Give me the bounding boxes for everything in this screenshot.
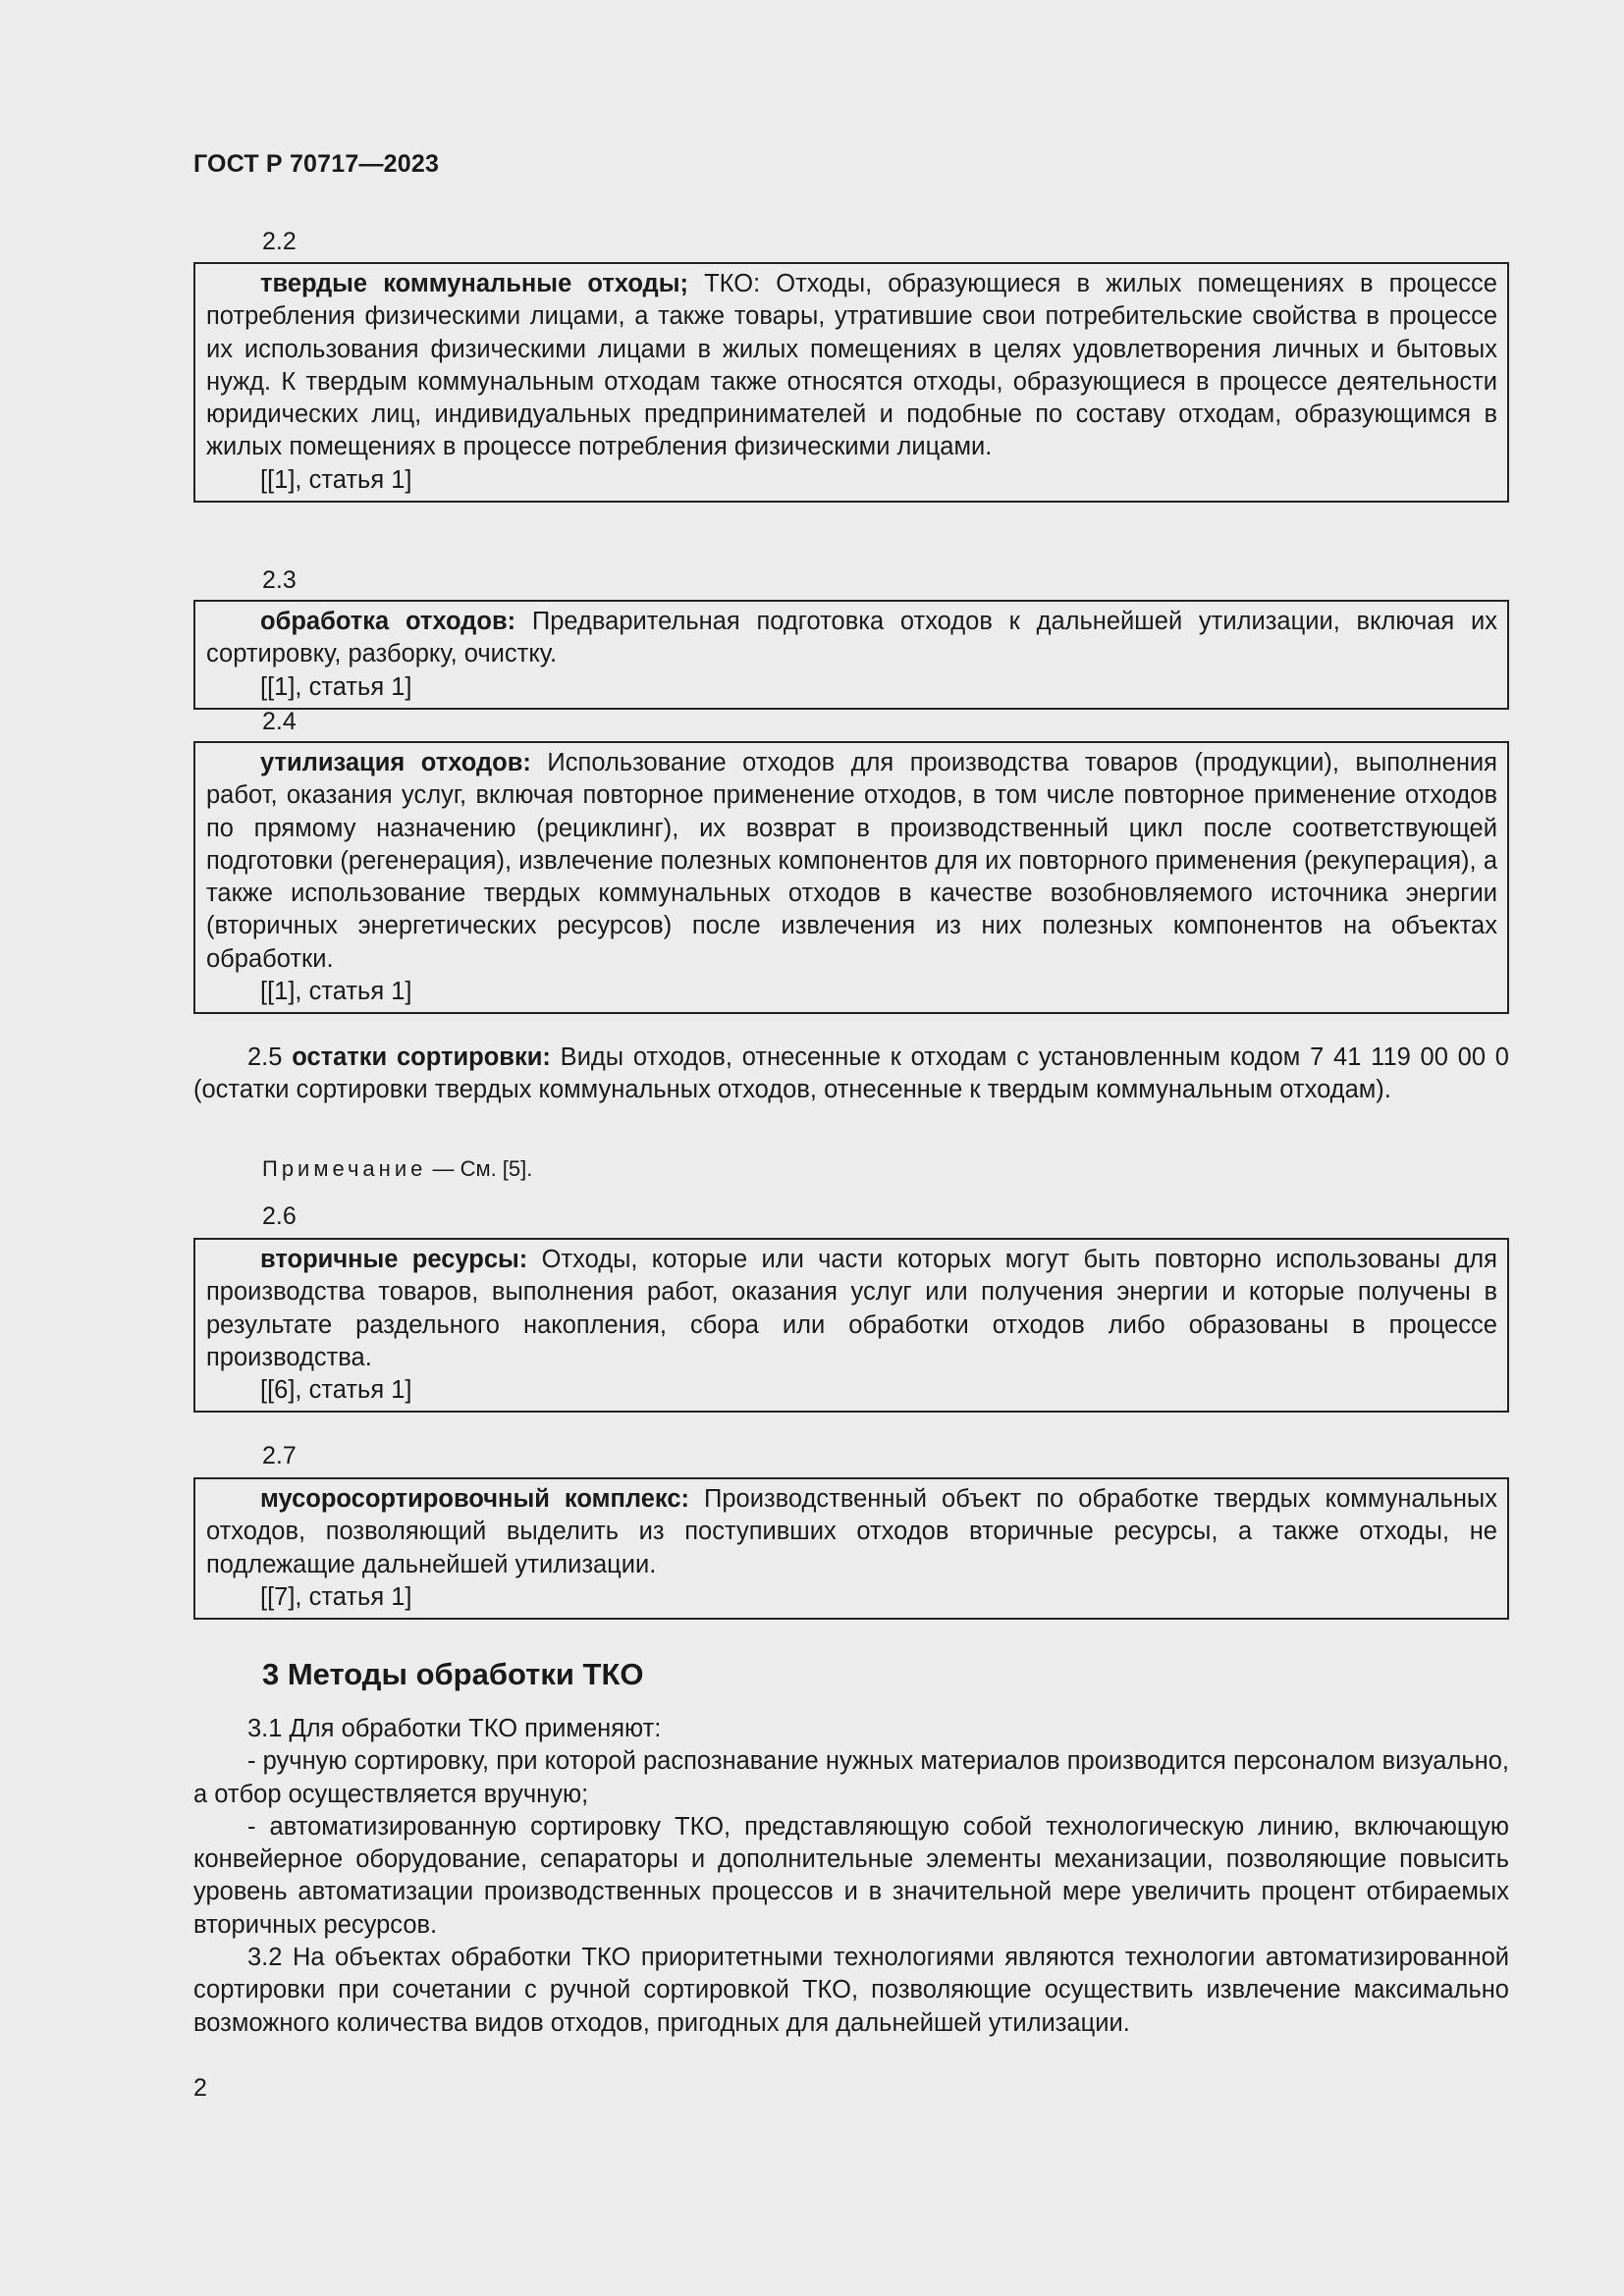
term-title: вторичные ресурсы:: [260, 1246, 528, 1273]
paragraph: - ручную сортировку, при которой распознавание нужных материалов производится персоналом визуально, а отбор осуществляется вручную;: [193, 1747, 1509, 1808]
paragraph: 3.2 На объектах обработки ТКО приоритетными технологиями являются технологии автоматизированной сортировки при сочетании с ручной сортировкой ТКО, позволяющие осуществить извлечение максимально возможного количества видов отходов, пригодных для дальнейшей утилизации.: [193, 1944, 1509, 2037]
term-text: Использование отходов для производства товаров (продукции), выполнения работ, оказания услуг, включая повторное применение отходов, в том числе повторное применение отходов по прямому назначению (рециклинг), их возврат в производственный цикл после соответствующей подготовки (регенерация), извлечение полезных компонентов для их повторного применения (рекуперация), а также использование твердых коммунальных отходов в качестве возобновляемого источника энергии (вторичных энергетических ресурсов) после извлечения из них полезных компонентов на объектах обработки.: [206, 749, 1497, 973]
section-heading: 3 Методы обработки ТКО: [262, 1657, 644, 1691]
term-definition: [206, 1483, 1497, 1581]
term-number: 2.6: [262, 1202, 297, 1230]
document-header: ГОСТ Р 70717—2023: [193, 150, 440, 178]
paragraph: 3.1 Для обработки ТКО применяют:: [247, 1715, 662, 1742]
note: [262, 1156, 532, 1182]
term-definition: [206, 268, 1497, 464]
term-source: [[1], статья 1]: [260, 672, 412, 701]
term-number: 2.7: [262, 1442, 297, 1469]
term-box-2-3: [193, 600, 1509, 710]
term-text: Предварительная подготовка отходов к дальнейшей утилизации, включая их сортировку, разборку, очистку.: [206, 608, 1497, 668]
term-source: [[1], статья 1]: [260, 978, 412, 1006]
term-source: [[1], статья 1]: [260, 465, 412, 494]
term-text: ТКО: Отходы, образующиеся в жилых помещениях в процессе потребления физическими лицами, а также товары, утратившие свои потребительские свойства в процессе их использования физическими лицами в жилых помещениях в целях удовлетворения личных и бытовых нужд. К твердым коммунальным отходам также относятся отходы, образующиеся в процессе деятельности юридических лиц, индивидуальных предпринимателей и подобные по составу отходам, образующимся в жилых помещениях в процессе потребления физическими лицами.: [206, 270, 1497, 461]
term-definition: [206, 606, 1497, 671]
section-3-body: [193, 1713, 1509, 2040]
term-source: [[7], статья 1]: [260, 1582, 412, 1611]
term-number: 2.5: [247, 1043, 283, 1071]
term-definition: [206, 747, 1497, 976]
term-box-2-6: [193, 1238, 1509, 1413]
term-number: 2.3: [262, 566, 297, 594]
term-2-5-paragraph: [193, 1041, 1509, 1107]
term-box-2-4: [193, 741, 1509, 1014]
page-number: 2: [193, 2074, 207, 2102]
term-box-2-2: [193, 262, 1509, 503]
term-title: мусоросортировочный комплекс:: [260, 1485, 690, 1513]
term-definition: [206, 1244, 1497, 1374]
term-text: Производственный объект по обработке твердых коммунальных отходов, позволяющий выделить из поступивших отходов вторичные ресурсы, а также отходы, не подлежащие дальнейшей утилизации.: [206, 1485, 1497, 1578]
note-text: — См. [5].: [426, 1156, 533, 1181]
paragraph: - автоматизированную сортировку ТКО, представляющую собой технологическую линию, включающую конвейерное оборудование, сепараторы и дополнительные элементы механизации, позволяющие повысить уровень автоматизации производственных процессов и в значительной мере увеличить процент отбираемых вторичных ресурсов.: [193, 1812, 1509, 1939]
term-source: [[6], статья 1]: [260, 1376, 412, 1405]
term-text: Отходы, которые или части которых могут быть повторно использованы для производства товаров, выполнения работ, оказания услуг или получения энергии и которые получены в результате раздельного накопления, сбора или обработки отходов либо образованы в процессе производства.: [206, 1246, 1497, 1371]
term-title: остатки сортировки:: [292, 1043, 551, 1071]
term-title: твердые коммунальные отходы;: [260, 270, 689, 297]
note-label: Примечание: [262, 1156, 427, 1181]
term-box-2-7: [193, 1477, 1509, 1620]
term-number: 2.2: [262, 228, 297, 255]
term-title: утилизация отходов:: [260, 749, 531, 776]
term-definition: [193, 1041, 1509, 1107]
term-number: 2.4: [262, 708, 297, 735]
term-text: Виды отходов, отнесенные к отходам с установленным кодом 7 41 119 00 00 0 (остатки сортировки твердых коммунальных отходов, отнесенные к твердым коммунальным отходам).: [193, 1043, 1509, 1104]
term-title: обработка отходов:: [260, 608, 516, 635]
